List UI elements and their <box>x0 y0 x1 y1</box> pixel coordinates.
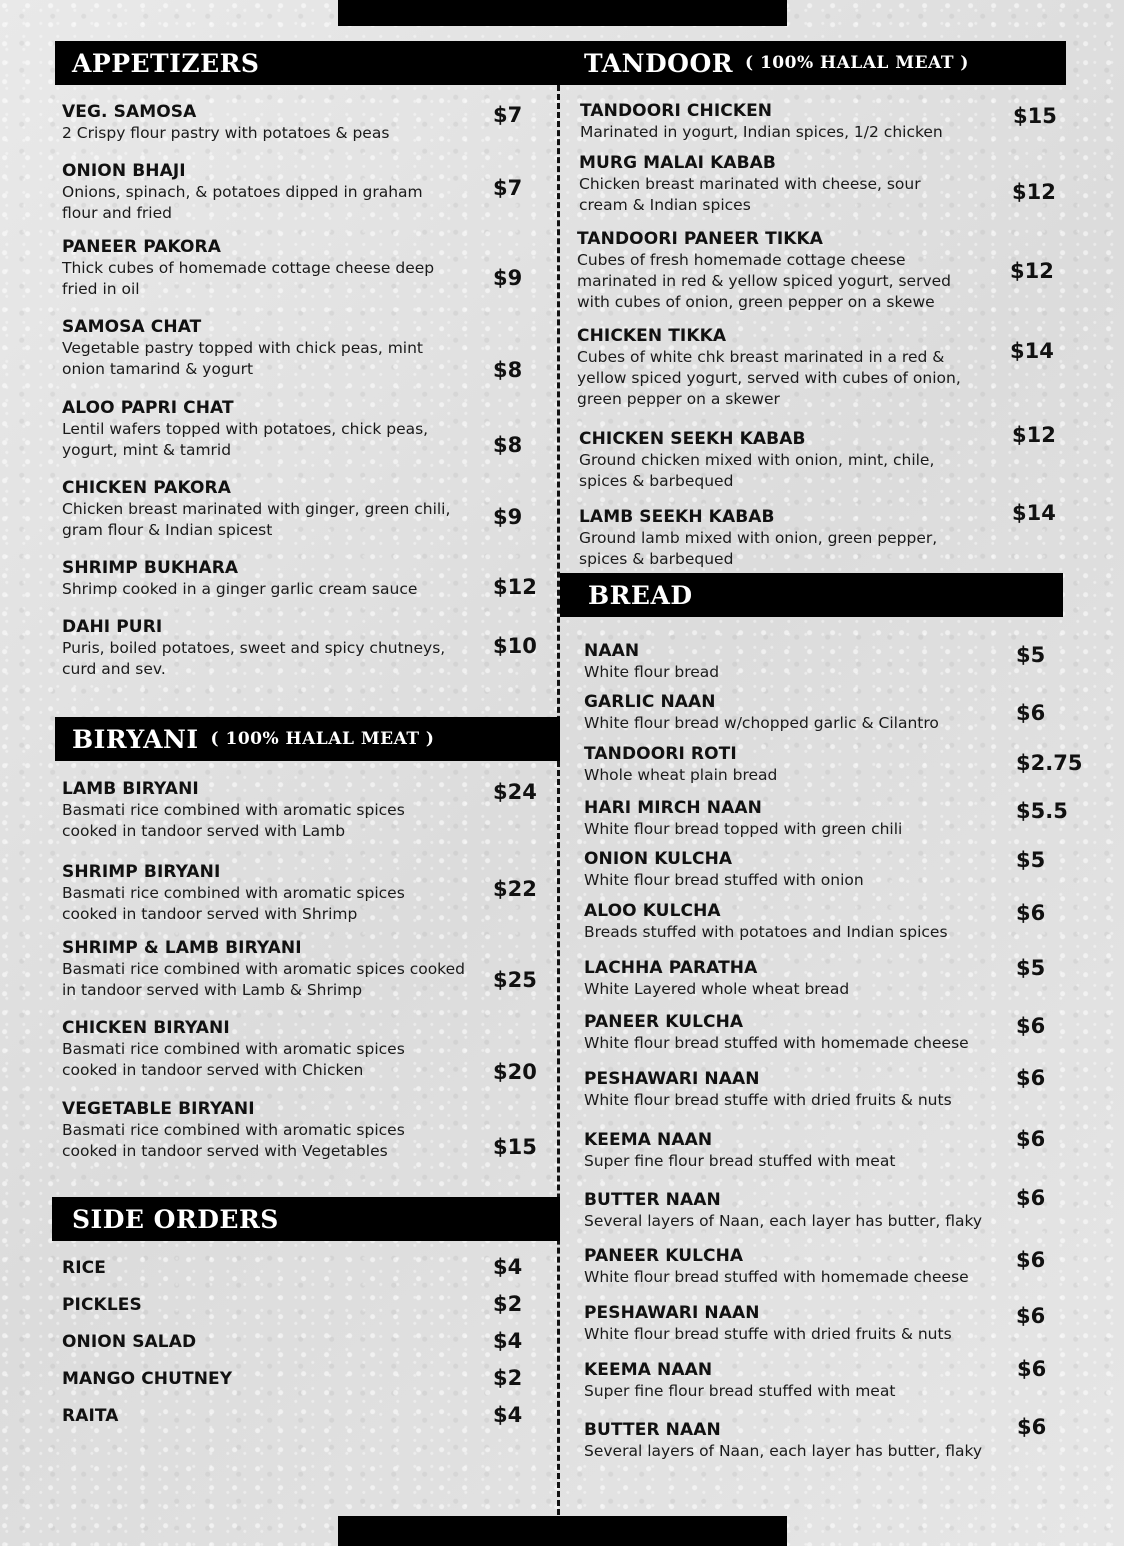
item-name: ONION BHAJI <box>62 161 186 181</box>
item-name: LACHHA PARATHA <box>584 958 758 978</box>
bread-header <box>560 573 1063 617</box>
top-decor-bar <box>338 0 787 26</box>
item-name: DAHI PURI <box>62 617 163 637</box>
item-name: RICE <box>62 1258 106 1278</box>
appetizers-title: APPETIZERS <box>72 48 260 78</box>
menu-item <box>62 316 462 380</box>
item-desc: White flour bread topped with green chili <box>584 820 903 838</box>
item-desc: White flour bread stuffe with dried fruits & nuts <box>584 1325 952 1343</box>
item-price: $12 <box>1012 423 1056 447</box>
item-desc: Ground chicken mixed with onion, mint, chile, spices & barbequed <box>579 451 935 490</box>
menu-item <box>62 236 462 300</box>
item-name: PESHAWARI NAAN <box>584 1303 760 1323</box>
item-name: HARI MIRCH NAAN <box>584 798 762 818</box>
item-price: $6 <box>1017 1357 1047 1381</box>
item-name: KEEMA NAAN <box>584 1360 713 1380</box>
menu-item <box>584 848 1004 891</box>
side-orders-header <box>52 1197 560 1241</box>
item-desc: Basmati rice combined with aromatic spices cooked in tandoor served with Lamb & Shrimp <box>62 960 465 999</box>
item-name: ONION SALAD <box>62 1332 197 1352</box>
item-desc: Marinated in yogurt, Indian spices, 1/2 chicken <box>580 123 943 141</box>
item-name: MANGO CHUTNEY <box>62 1369 233 1389</box>
item-name: CHICKEN TIKKA <box>577 326 727 346</box>
menu-item <box>584 1189 1004 1232</box>
item-price: $20 <box>493 1060 537 1084</box>
item-desc: White flour bread stuffed with homemade cheese <box>584 1034 969 1052</box>
menu-item <box>577 325 982 410</box>
item-name: TANDOORI PANEER TIKKA <box>577 229 824 249</box>
menu-item <box>62 1294 142 1316</box>
item-name: PESHAWARI NAAN <box>584 1069 760 1089</box>
item-desc: Lentil wafers topped with potatoes, chick peas, yogurt, mint & tamrid <box>62 420 429 459</box>
item-desc: Basmati rice combined with aromatic spices cooked in tandoor served with Chicken <box>62 1040 405 1079</box>
menu-item <box>62 397 462 461</box>
menu-item <box>579 152 969 216</box>
item-price: $10 <box>493 634 537 658</box>
appetizers-header <box>55 41 560 85</box>
item-desc: White flour bread stuffed with homemade cheese <box>584 1268 969 1286</box>
item-price: $6 <box>1016 1014 1046 1038</box>
menu-item <box>580 100 1000 143</box>
menu-item <box>62 1331 196 1353</box>
item-price: $22 <box>493 877 537 901</box>
item-price: $2.75 <box>1016 751 1083 775</box>
bottom-decor-bar <box>338 1516 787 1546</box>
menu-item <box>62 1257 106 1279</box>
item-name: NAAN <box>584 641 640 661</box>
item-price: $12 <box>1010 259 1054 283</box>
item-name: PICKLES <box>62 1295 142 1315</box>
menu-item <box>584 900 1004 943</box>
item-name: SHRIMP BUKHARA <box>62 558 239 578</box>
item-desc: Vegetable pastry topped with chick peas, mint onion tamarind & yogurt <box>62 339 423 378</box>
item-desc: Basmati rice combined with aromatic spices cooked in tandoor served with Lamb <box>62 801 405 840</box>
item-desc: Basmati rice combined with aromatic spices cooked in tandoor served with Vegetables <box>62 1121 405 1160</box>
menu-item <box>62 1368 232 1390</box>
item-price: $7 <box>493 103 523 127</box>
item-price: $15 <box>1013 104 1057 128</box>
item-price: $9 <box>493 505 523 529</box>
item-price: $6 <box>1017 1415 1047 1439</box>
item-price: $24 <box>493 780 537 804</box>
menu-item <box>579 428 969 492</box>
item-name: LAMB SEEKH KABAB <box>579 507 775 527</box>
item-desc: White flour bread w/chopped garlic & Cilantro <box>584 714 939 732</box>
menu-item <box>584 1419 1004 1462</box>
item-desc: 2 Crispy flour pastry with potatoes & peas <box>62 124 390 142</box>
item-desc: Breads stuffed with potatoes and Indian spices <box>584 923 948 941</box>
item-price: $6 <box>1016 1186 1046 1210</box>
item-price: $7 <box>493 176 523 200</box>
menu-item <box>62 101 462 144</box>
item-price: $12 <box>1012 180 1056 204</box>
item-name: CHICKEN BIRYANI <box>62 1018 230 1038</box>
item-name: CHICKEN PAKORA <box>62 478 232 498</box>
item-desc: White Layered whole wheat bread <box>584 980 850 998</box>
item-price: $9 <box>493 266 523 290</box>
item-desc: Cubes of fresh homemade cottage cheese marinated in red & yellow spiced yogurt, served with cubes of onion, green pepper on a skewe <box>577 251 951 311</box>
item-price: $4 <box>493 1255 523 1279</box>
item-name: ALOO PAPRI CHAT <box>62 398 234 418</box>
item-price: $6 <box>1016 1304 1046 1328</box>
item-name: TANDOORI CHICKEN <box>580 101 773 121</box>
menu-item <box>584 1302 1004 1345</box>
item-name: MURG MALAI KABAB <box>579 153 776 173</box>
menu-item <box>62 861 462 925</box>
item-desc: White flour bread stuffe with dried fruits & nuts <box>584 1091 952 1109</box>
bread-title: BREAD <box>588 580 693 610</box>
item-price: $6 <box>1016 901 1046 925</box>
biryani-header <box>55 717 560 761</box>
menu-item <box>62 1405 119 1427</box>
item-name: TANDOORI ROTI <box>584 744 737 764</box>
item-desc: Thick cubes of homemade cottage cheese deep fried in oil <box>62 259 435 298</box>
item-desc: Chicken breast marinated with cheese, sour cream & Indian spices <box>579 175 921 214</box>
menu-item <box>579 506 969 570</box>
side-orders-title: SIDE ORDERS <box>72 1204 279 1234</box>
item-desc: Cubes of white chk breast marinated in a red & yellow spiced yogurt, served with cubes of onion, green pepper on a skewer <box>577 348 961 408</box>
item-name: BUTTER NAAN <box>584 1190 721 1210</box>
item-name: SHRIMP & LAMB BIRYANI <box>62 938 302 958</box>
item-desc: Shrimp cooked in a ginger garlic cream sauce <box>62 580 418 598</box>
item-price: $5 <box>1016 643 1046 667</box>
item-price: $5 <box>1016 956 1046 980</box>
menu-item <box>62 557 482 600</box>
item-name: VEGETABLE BIRYANI <box>62 1099 255 1119</box>
item-price: $5 <box>1016 848 1046 872</box>
item-price: $8 <box>493 358 523 382</box>
tandoor-title: TANDOOR <box>584 48 733 78</box>
item-price: $2 <box>493 1366 523 1390</box>
item-price: $2 <box>493 1292 523 1316</box>
item-price: $6 <box>1016 1127 1046 1151</box>
item-name: GARLIC NAAN <box>584 692 716 712</box>
menu-item <box>62 616 472 680</box>
item-price: $6 <box>1016 1066 1046 1090</box>
item-desc: Super fine flour bread stuffed with meat <box>584 1382 896 1400</box>
item-name: PANEER PAKORA <box>62 237 221 257</box>
item-price: $15 <box>493 1135 537 1159</box>
item-desc: Basmati rice combined with aromatic spices cooked in tandoor served with Shrimp <box>62 884 405 923</box>
item-name: CHICKEN SEEKH KABAB <box>579 429 806 449</box>
item-price: $12 <box>493 575 537 599</box>
tandoor-subtitle: ( 100% HALAL MEAT ) <box>745 53 969 73</box>
menu-item <box>584 1359 1004 1402</box>
item-price: $4 <box>493 1329 523 1353</box>
item-desc: Whole wheat plain bread <box>584 766 778 784</box>
item-desc: Super fine flour bread stuffed with meat <box>584 1152 896 1170</box>
item-desc: White flour bread stuffed with onion <box>584 871 864 889</box>
biryani-title: BIRYANI <box>72 724 199 754</box>
menu-item <box>584 1068 1004 1111</box>
item-desc: Onions, spinach, & potatoes dipped in graham flour and fried <box>62 183 423 222</box>
menu-item <box>62 778 462 842</box>
column-divider <box>557 85 560 1515</box>
item-price: $6 <box>1016 701 1046 725</box>
item-name: RAITA <box>62 1406 119 1426</box>
menu-item <box>62 160 462 224</box>
item-price: $8 <box>493 433 523 457</box>
menu-item <box>584 640 1004 683</box>
menu-item <box>62 937 482 1001</box>
tandoor-header <box>560 41 1066 85</box>
menu-item <box>584 743 1004 786</box>
item-desc: Several layers of Naan, each layer has butter, flaky <box>584 1212 983 1230</box>
item-name: SAMOSA CHAT <box>62 317 202 337</box>
item-name: KEEMA NAAN <box>584 1130 713 1150</box>
item-desc: Ground lamb mixed with onion, green pepper, spices & barbequed <box>579 529 938 568</box>
item-name: VEG. SAMOSA <box>62 102 197 122</box>
item-price: $6 <box>1016 1248 1046 1272</box>
item-name: SHRIMP BIRYANI <box>62 862 221 882</box>
item-desc: Puris, boiled potatoes, sweet and spicy chutneys, curd and sev. <box>62 639 446 678</box>
item-price: $14 <box>1012 501 1056 525</box>
item-name: BUTTER NAAN <box>584 1420 721 1440</box>
item-name: LAMB BIRYANI <box>62 779 199 799</box>
menu-item <box>584 1245 1004 1288</box>
menu-item <box>584 1129 1004 1172</box>
menu-item <box>62 1098 462 1162</box>
item-name: PANEER KULCHA <box>584 1246 744 1266</box>
item-desc: Several layers of Naan, each layer has butter, flaky <box>584 1442 983 1460</box>
item-price: $5.5 <box>1016 799 1068 823</box>
item-name: ALOO KULCHA <box>584 901 721 921</box>
item-desc: White flour bread <box>584 663 720 681</box>
menu-item <box>577 228 982 313</box>
item-price: $14 <box>1010 339 1054 363</box>
menu-item <box>584 691 1004 734</box>
menu-item <box>584 797 1004 840</box>
item-name: PANEER KULCHA <box>584 1012 744 1032</box>
item-desc: Chicken breast marinated with ginger, green chili, gram flour & Indian spicest <box>62 500 451 539</box>
item-price: $4 <box>493 1403 523 1427</box>
biryani-subtitle: ( 100% HALAL MEAT ) <box>210 729 435 749</box>
menu-item <box>584 957 1004 1000</box>
item-name: ONION KULCHA <box>584 849 733 869</box>
menu-item <box>62 477 462 541</box>
menu-item <box>584 1011 1004 1054</box>
item-price: $25 <box>493 968 537 992</box>
menu-item <box>62 1017 462 1081</box>
